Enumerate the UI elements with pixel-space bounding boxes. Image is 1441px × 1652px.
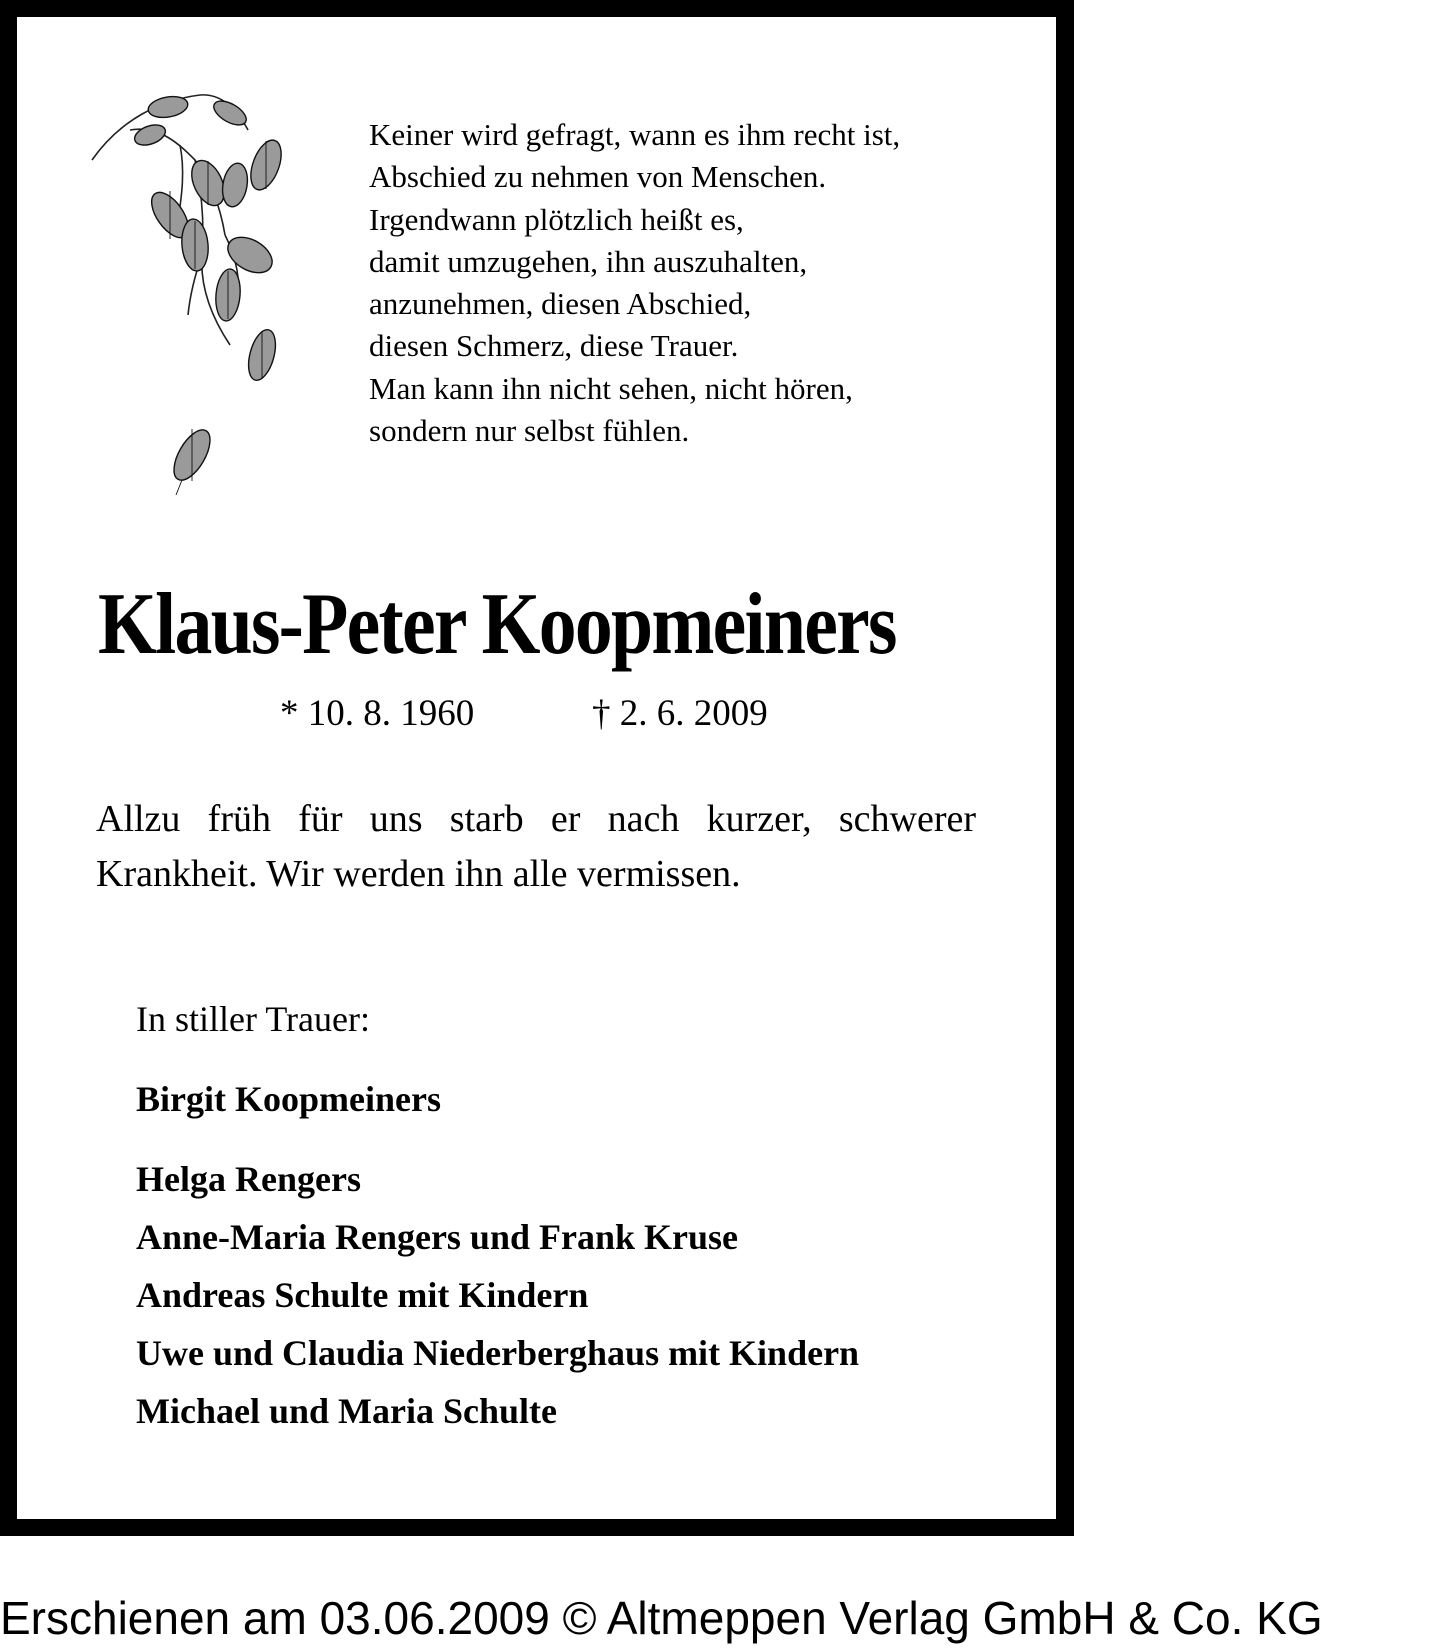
poem-line: sondern nur selbst fühlen. [369,413,690,449]
birch-leaves-illustration [90,85,305,515]
mourner-name: Helga Rengers [136,1159,361,1199]
mourning-heading: In stiller Trauer: [136,999,370,1039]
mourner-name: Uwe und Claudia Niederberghaus mit Kindern [136,1333,860,1373]
birth-date: * 10. 8. 1960 [280,693,475,734]
mourner-name: Birgit Koopmeiners [136,1079,441,1119]
poem-line: Keiner wird gefragt, wann es ihm recht ist, [369,117,901,152]
obituary-message: Allzu früh für uns starb er nach kurzer, schwerer Krankheit. Wir werden ihn alle vermissen. [96,798,976,895]
publication-footer: Erschienen am 03.06.2009 © Altmeppen Verlag GmbH & Co. KG [0,1592,1323,1644]
death-date: † 2. 6. 2009 [592,693,768,734]
poem-line: anzunehmen, diesen Abschied, [369,286,752,322]
poem [369,114,900,452]
poem-line: damit umzugehen, ihn auszuhalten, [369,243,808,279]
mourner-name: Andreas Schulte mit Kindern [136,1275,589,1315]
deceased-name: Klaus-Peter Koopmeiners [98,576,896,673]
poem-line: Man kann ihn nicht sehen, nicht hören, [369,370,853,406]
poem-line: Abschied zu nehmen von Menschen. [369,159,827,195]
mourner-name: Anne-Maria Rengers und Frank Kruse [136,1217,738,1257]
poem-line: diesen Schmerz, diese Trauer. [369,328,739,364]
mourner-name: Michael und Maria Schulte [136,1391,557,1431]
poem-line: Irgendwann plötzlich heißt es, [369,201,744,237]
